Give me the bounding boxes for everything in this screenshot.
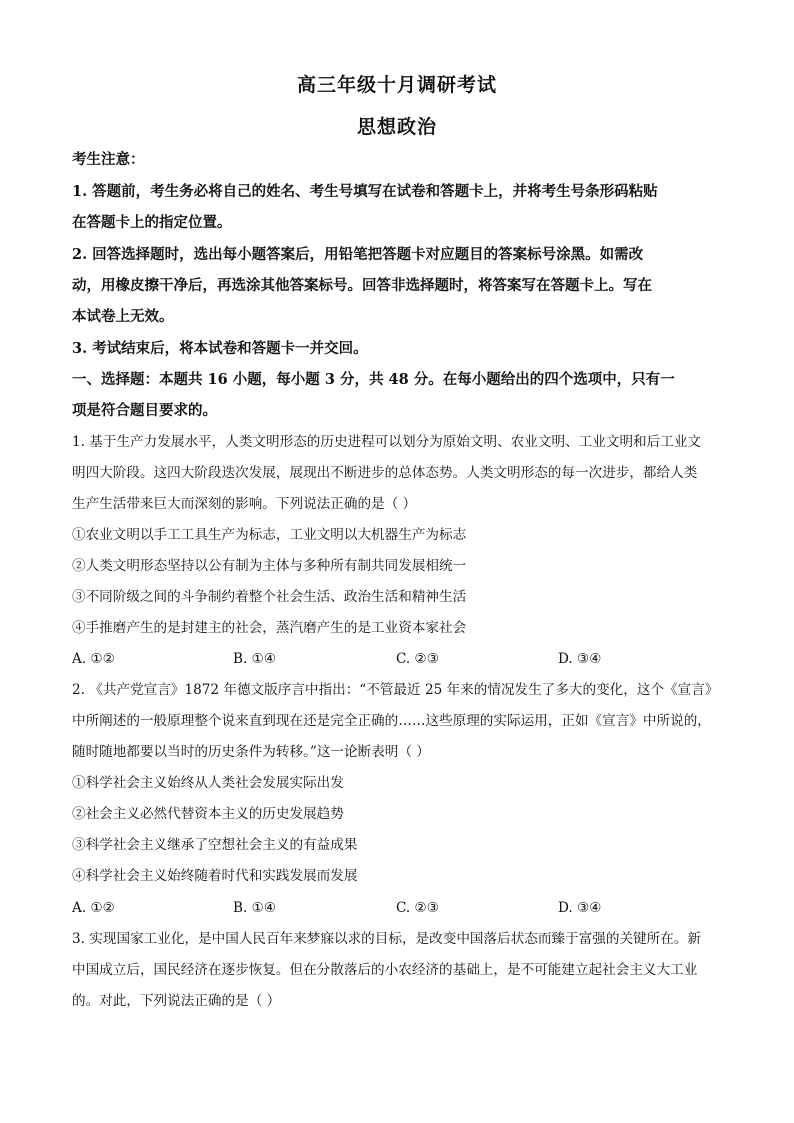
question-2-statement: ②社会主义必然代替资本主义的历史发展趋势: [72, 806, 344, 822]
question-2-option-d: D. ③④: [558, 900, 602, 916]
notice-heading: 考生注意：: [72, 151, 145, 168]
exam-subject: 思想政治: [356, 116, 437, 138]
notice-line: 2. 回答选择题时，选出每小题答案后，用铅笔把答题卡对应题目的答案标号涂黑。如需改: [72, 246, 644, 263]
question-1-stem: 明四大阶段。这四大阶段迭次发展，展现出不断进步的总体态势。人类文明形态的每一次进步，都给人类: [72, 465, 698, 481]
question-1-stem: 生产生活带来巨大而深刻的影响。下列说法正确的是（ ）: [72, 496, 417, 512]
notice-line: 在答题卡上的指定位置。: [72, 214, 232, 231]
question-1-statement: ④手推磨产生的是封建主的社会，蒸汽磨产生的是工业资本家社会: [72, 620, 467, 636]
question-2-stem: 中所阐述的一般原理整个说来直到现在还是完全正确的……这些原理的实际运用，正如《宣言》中所说的，: [72, 713, 711, 729]
question-3-stem: 中国成立后，国民经济在逐步恢复。但在分散落后的小农经济的基础上，是不可能建立起社会主义大工业: [72, 962, 698, 978]
question-3-stem: 的。对此，下列说法正确的是（ ）: [72, 993, 281, 1009]
question-2-statement: ④科学社会主义始终随着时代和实践发展而发展: [72, 868, 358, 884]
question-1-statement: ②人类文明形态坚持以公有制为主体与多种所有制共同发展相统一: [72, 558, 467, 574]
question-1-option-c: C. ②③: [396, 651, 439, 667]
section-heading: 项是符合题目要求的。: [72, 402, 217, 419]
question-1-statement: ①农业文明以手工工具生产为标志，工业文明以大机器生产为标志: [72, 527, 467, 543]
question-1-stem: 1. 基于生产力发展水平，人类文明形态的历史进程可以划分为原始文明、农业文明、工业文明和后工业文: [72, 434, 702, 450]
question-2-option-b: B. ①④: [233, 900, 277, 916]
question-2-stem: 随时随地都要以当时的历史条件为转移。”这一论断表明（ ）: [72, 744, 430, 760]
notice-line: 3. 考试结束后，将本试卷和答题卡一并交回。: [72, 340, 368, 357]
question-2-statement: ①科学社会主义始终从人类社会发展实际出发: [72, 775, 344, 791]
question-2-statement: ③科学社会主义继承了空想社会主义的有益成果: [72, 837, 358, 853]
notice-line: 1. 答题前，考生务必将自己的姓名、考生号填写在试卷和答题卡上，并将考生号条形码粘贴: [72, 183, 658, 200]
question-2-option-a: A. ①②: [72, 900, 115, 916]
question-2-option-c: C. ②③: [396, 900, 439, 916]
section-heading: 一、选择题：本题共 16 小题，每小题 3 分，共 48 分。在每小题给出的四个选项中，只有一: [72, 371, 675, 388]
question-1-statement: ③不同阶级之间的斗争制约着整个社会生活、政治生活和精神生活: [72, 589, 467, 605]
exam-title: 高三年级十月调研考试: [296, 74, 497, 96]
question-3-stem: 3. 实现国家工业化，是中国人民百年来梦寐以求的目标，是改变中国落后状态而臻于富强的关键所在。新: [72, 931, 702, 947]
question-1-option-a: A. ①②: [72, 651, 115, 667]
question-1-option-d: D. ③④: [558, 651, 602, 667]
question-2-stem: 2. 《共产党宣言》1872 年德文版序言中指出：“不管最近 25 年来的情况发生了多大的变化，这个《宣言》: [72, 682, 719, 698]
notice-line: 本试卷上无效。: [72, 308, 174, 325]
notice-line: 动，用橡皮擦干净后，再选涂其他答案标号。回答非选择题时，将答案写在答题卡上。写在: [72, 277, 652, 294]
question-1-option-b: B. ①④: [233, 651, 277, 667]
